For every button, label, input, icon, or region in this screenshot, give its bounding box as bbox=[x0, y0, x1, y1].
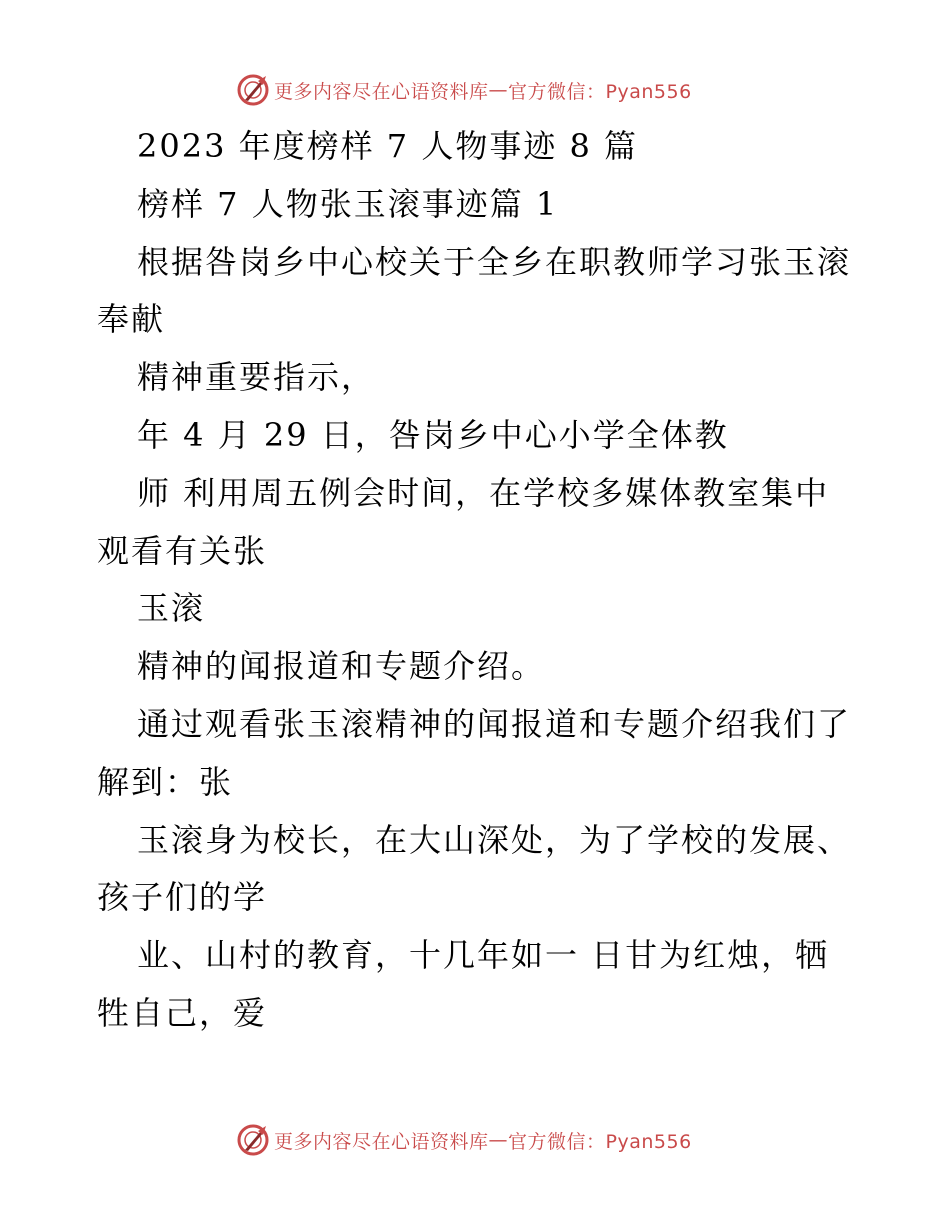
document-title: 2023 年度榜样 7 人物事迹 8 篇 bbox=[137, 127, 639, 165]
quill-logo-icon bbox=[236, 73, 270, 107]
section-heading: 榜样 7 人物张玉滚事迹篇 1 bbox=[137, 184, 559, 223]
paragraph-line: 师 利用周五例会时间，在学校多媒体教室集中 bbox=[137, 473, 830, 512]
document-body bbox=[97, 118, 857, 1043]
paragraph-line: 通过观看张玉滚精神的闻报道和专题介绍我们了 bbox=[137, 704, 852, 743]
paragraph-line: 玉滚身为校长，在大山深处，为了学校的发展、 bbox=[137, 820, 852, 859]
watermark-wechat-text: 官方微信：Pyan556 bbox=[508, 1130, 692, 1153]
paragraph-line: 牲自己，爱 bbox=[97, 993, 268, 1032]
footer-watermark bbox=[236, 1123, 692, 1157]
watermark-site-text: 更多内容尽在心语资料库 bbox=[274, 80, 489, 103]
watermark-wechat-text: 官方微信：Pyan556 bbox=[508, 80, 692, 103]
paragraph-line: 观看有关张 bbox=[97, 531, 268, 570]
header-watermark bbox=[236, 73, 692, 107]
paragraph-line: 奉献 bbox=[97, 300, 166, 339]
paragraph-line: 玉滚 bbox=[137, 589, 206, 628]
watermark-separator: — bbox=[488, 79, 509, 101]
paragraph-line: 业、山村的教育，十几年如一 日甘为红烛，牺 bbox=[137, 936, 830, 975]
paragraph-line: 孩子们的学 bbox=[97, 878, 268, 917]
paragraph-line: 根据咎岗乡中心校关于全乡在职教师学习张玉滚 bbox=[137, 242, 852, 281]
paragraph-line: 精神的闻报道和专题介绍。 bbox=[137, 647, 546, 686]
watermark-site-text: 更多内容尽在心语资料库 bbox=[274, 1130, 489, 1153]
quill-logo-icon bbox=[236, 1123, 270, 1157]
paragraph-line: 年 4 月 29 日，咎岗乡中心小学全体教 bbox=[137, 415, 729, 454]
paragraph-line: 解到：张 bbox=[97, 762, 234, 801]
watermark-separator: — bbox=[488, 1129, 509, 1151]
paragraph-line: 精神重要指示， bbox=[137, 358, 376, 397]
